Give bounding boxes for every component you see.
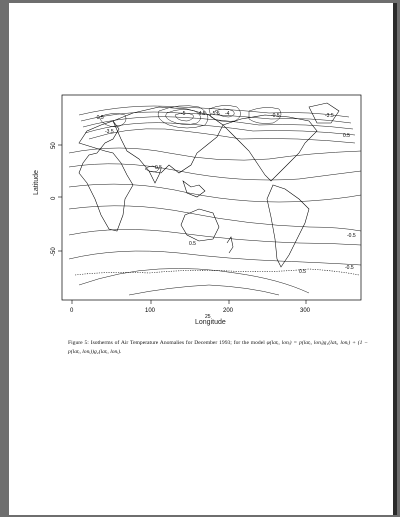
y-axis-label: Latitude bbox=[33, 170, 40, 195]
caption-model-expr-1: φ(latᵢ, lonᵢ) = bbox=[266, 340, 298, 346]
contour-label: -3.5 bbox=[325, 113, 334, 119]
contour-label: -0.5 bbox=[95, 115, 104, 121]
contour-label: -4.5 bbox=[197, 111, 206, 117]
contour-map-svg bbox=[9, 3, 393, 343]
figure-caption bbox=[68, 339, 368, 357]
x-tick-label: 100 bbox=[145, 308, 156, 314]
contour-label: 0.5 bbox=[155, 165, 162, 171]
y-tick-label: 50 bbox=[51, 142, 57, 149]
contour-label: -4 bbox=[225, 111, 230, 117]
x-tick-label: 300 bbox=[300, 308, 311, 314]
page bbox=[9, 3, 393, 515]
x-tick-label: 0 bbox=[70, 308, 74, 314]
contour-label: 0.5 bbox=[299, 269, 306, 275]
x-tick-label: 200 bbox=[223, 308, 234, 314]
contour-map-figure bbox=[9, 3, 393, 343]
contour-labels bbox=[95, 111, 356, 320]
coastlines bbox=[75, 103, 359, 275]
contour-label: -3.5 bbox=[105, 129, 114, 135]
x-ticks bbox=[72, 300, 306, 304]
caption-text: Isotherms of Air Temperature Anomalies for December 1993; for the model bbox=[90, 340, 265, 346]
contour-label: 0.5 bbox=[189, 241, 196, 247]
contour-label: -0.5 bbox=[345, 265, 354, 271]
contour-label: -5 bbox=[181, 111, 186, 117]
y-tick-label: 0 bbox=[51, 196, 57, 200]
y-tick-label: -50 bbox=[51, 247, 57, 256]
contour-label: 0.5 bbox=[343, 133, 350, 139]
caption-model-expr-2: p(latᵢ, lonᵢ)g₁(latᵢ, lonᵢ) + (1 − p(latᵢ, lonᵢ))g₂(latᵢ, lonᵢ). bbox=[68, 340, 369, 355]
contour-label: -0.5 bbox=[271, 113, 280, 119]
x-axis-label: Longitude bbox=[195, 319, 226, 326]
figure-label: Figure 5: bbox=[68, 340, 89, 346]
contour-label: -5.5 bbox=[211, 111, 220, 117]
y-ticks bbox=[58, 145, 62, 251]
page-edge-shadow bbox=[393, 3, 397, 515]
contour-label: 25 bbox=[205, 314, 211, 320]
contour-label: -0.5 bbox=[347, 233, 356, 239]
